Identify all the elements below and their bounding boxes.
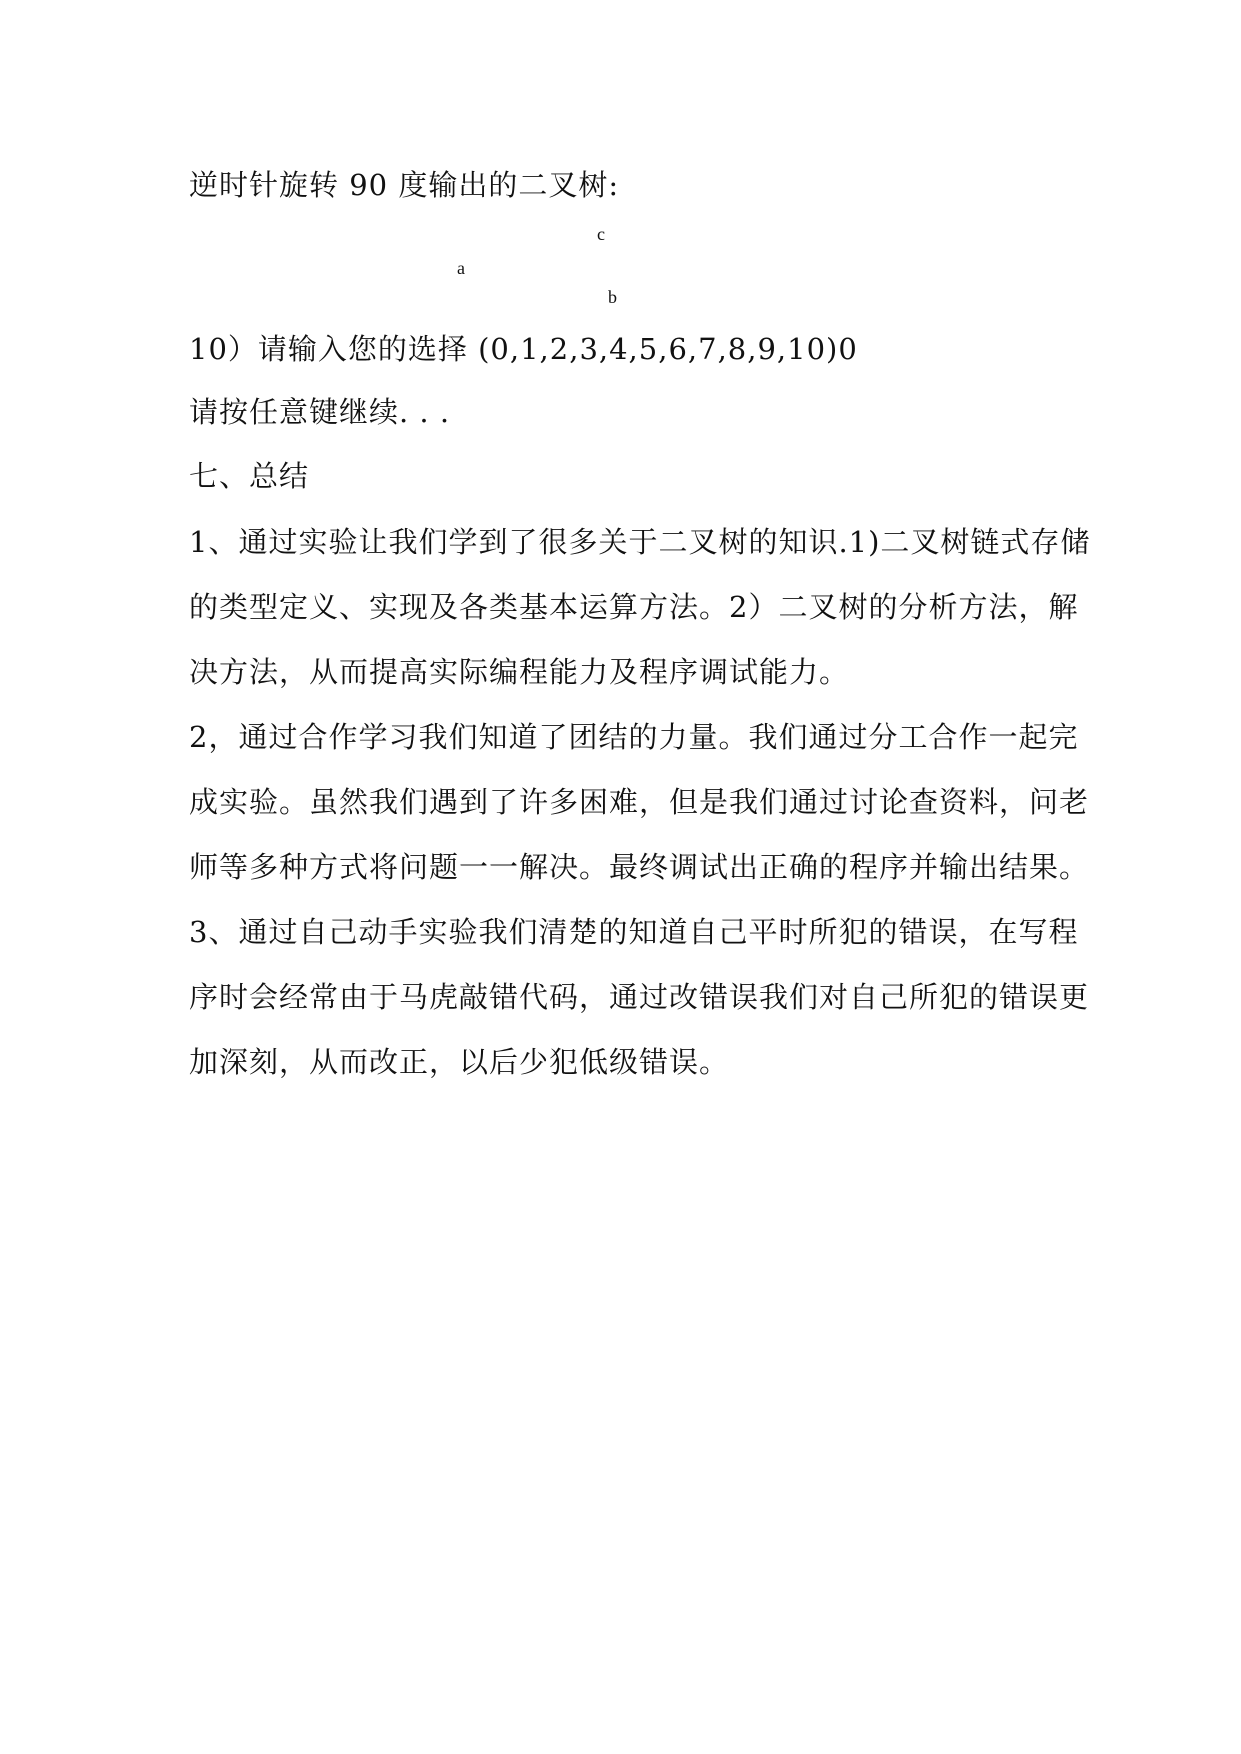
tree-output-heading: 逆时针旋转 90 度输出的二叉树: xyxy=(189,168,620,202)
summary-line: 成实验。虽然我们遇到了许多困难，但是我们通过讨论查资料，问老 xyxy=(189,785,1090,819)
menu-selection-prompt: 10）请输入您的选择 (0,1,2,3,4,5,6,7,8,9,10)0 xyxy=(189,332,858,366)
summary-line: 1、通过实验让我们学到了很多关于二叉树的知识.1)二叉树链式存储 xyxy=(189,525,1091,559)
summary-line: 师等多种方式将问题一一解决。最终调试出正确的程序并输出结果。 xyxy=(189,850,1090,884)
section-title: 七、总结 xyxy=(189,459,310,493)
summary-line: 决方法，从而提高实际编程能力及程序调试能力。 xyxy=(189,655,850,689)
continue-prompt: 请按任意键继续. . . xyxy=(189,395,451,429)
summary-line: 3、通过自己动手实验我们清楚的知道自己平时所犯的错误，在写程 xyxy=(189,915,1079,949)
tree-node-c: c xyxy=(597,224,605,244)
tree-node-a: a xyxy=(457,258,465,278)
summary-line: 序时会经常由于马虎敲错代码，通过改错误我们对自己所犯的错误更 xyxy=(189,980,1090,1014)
tree-node-b: b xyxy=(608,287,617,307)
summary-line: 的类型定义、实现及各类基本运算方法。2）二叉树的分析方法，解 xyxy=(189,590,1079,624)
summary-line: 加深刻，从而改正，以后少犯低级错误。 xyxy=(189,1045,730,1079)
summary-line: 2，通过合作学习我们知道了团结的力量。我们通过分工合作一起完 xyxy=(189,720,1079,754)
